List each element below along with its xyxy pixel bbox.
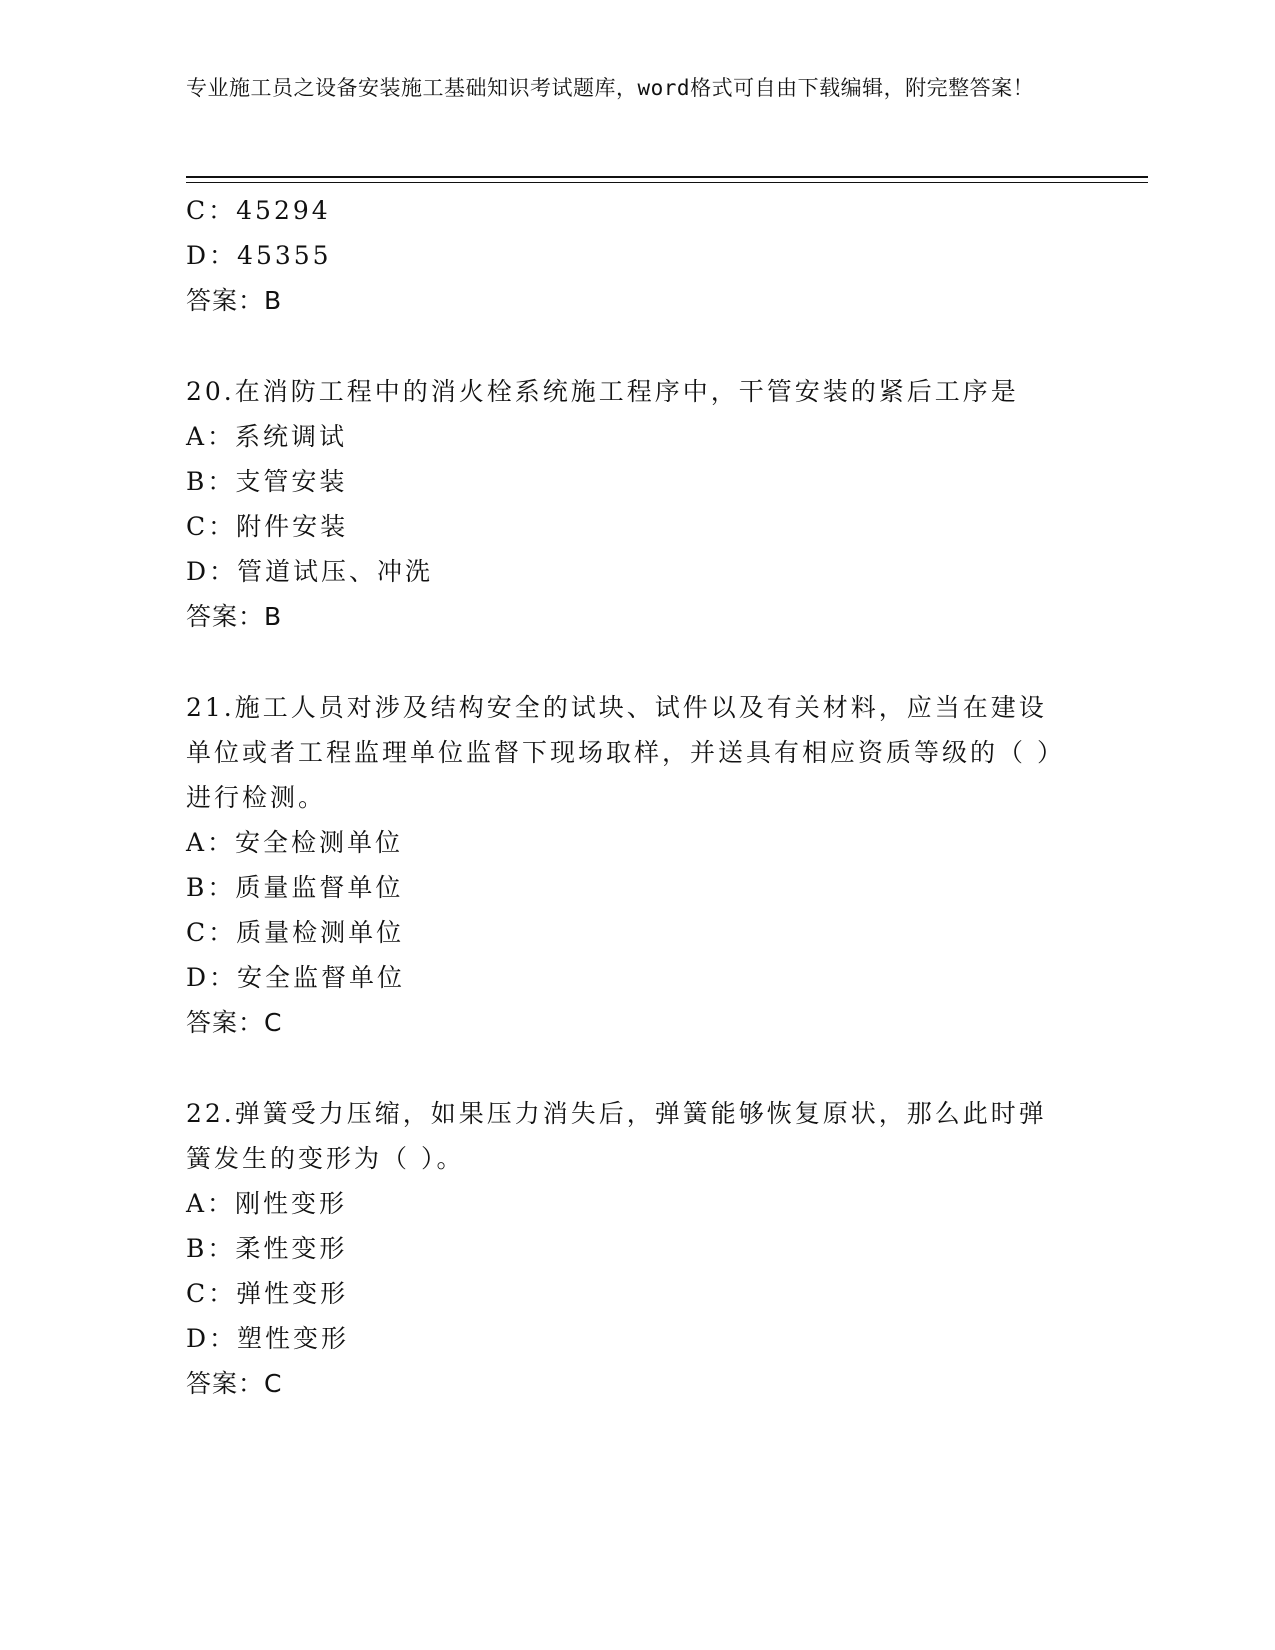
question-text: 21.施工人员对涉及结构安全的试块、试件以及有关材料，应当在建设单位或者工程监理单位监督下现场取样，并送具有相应资质等级的（ ）进行检测。: [186, 693, 1065, 812]
option-c: C：质量检测单位: [186, 918, 405, 947]
option-d: D：塑性变形: [186, 1324, 350, 1353]
option-c: C：附件安装: [186, 512, 349, 541]
option-a: A：刚性变形: [186, 1189, 348, 1218]
option-a: A：系统调试: [186, 422, 348, 451]
question-22: [186, 1091, 1066, 1406]
option-d: D：管道试压、冲洗: [186, 557, 434, 586]
option-c: C：45294: [186, 196, 331, 225]
option-b: B：柔性变形: [186, 1234, 348, 1263]
option-b: B：质量监督单位: [186, 873, 404, 902]
answer-line: 答案：C: [186, 1008, 283, 1037]
question-20: [186, 369, 1066, 639]
partial-question: [186, 188, 1066, 323]
spacer: [186, 1045, 1066, 1091]
page-header-title: 专业施工员之设备安装施工基础知识考试题库，word格式可自由下载编辑，附完整答案！: [186, 76, 1035, 100]
question-text: 22.弹簧受力压缩，如果压力消失后，弹簧能够恢复原状，那么此时弹簧发生的变形为（ ）。: [186, 1099, 1047, 1173]
header-divider-thick: [186, 176, 1148, 178]
question-text: 20.在消防工程中的消火栓系统施工程序中，干管安装的紧后工序是: [186, 377, 1019, 406]
question-content: [186, 188, 1066, 1406]
option-b: B：支管安装: [186, 467, 348, 496]
option-d: D：安全监督单位: [186, 963, 406, 992]
option-c: C：弹性变形: [186, 1279, 349, 1308]
spacer: [186, 639, 1066, 685]
spacer: [186, 323, 1066, 369]
option-a: A：安全检测单位: [186, 828, 404, 857]
answer-line: 答案：B: [186, 286, 283, 315]
question-21: [186, 685, 1066, 1045]
option-d: D：45355: [186, 241, 332, 270]
answer-line: 答案：C: [186, 1369, 283, 1398]
answer-line: 答案：B: [186, 602, 283, 631]
header-divider-thin: [186, 182, 1148, 183]
